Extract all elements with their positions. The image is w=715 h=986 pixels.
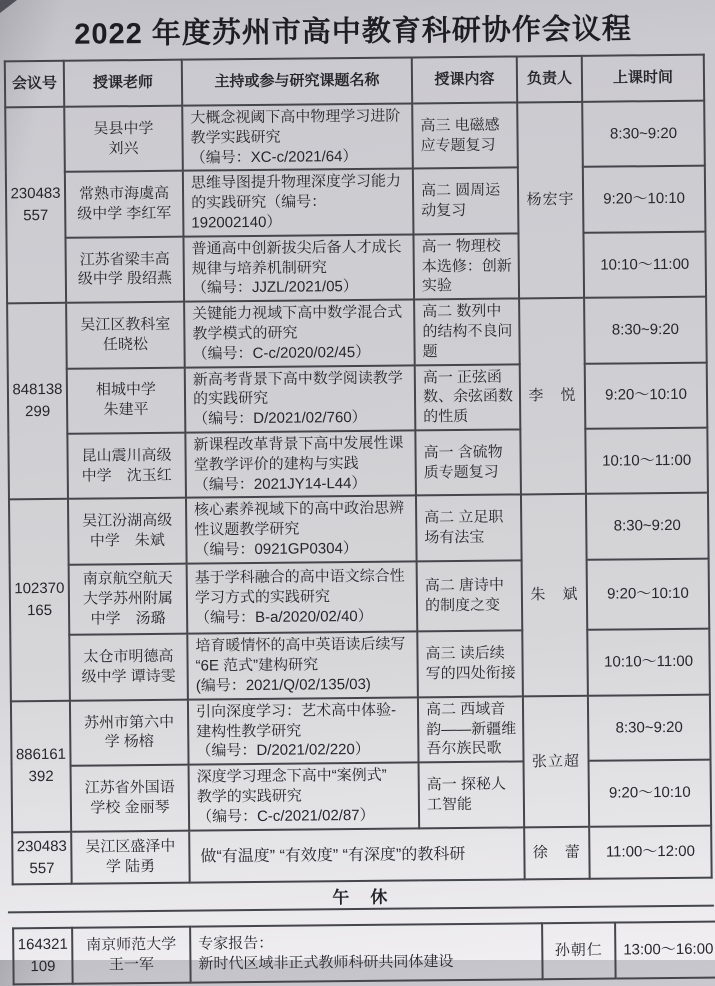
expert-report-table [12,921,715,986]
table-row [8,362,708,434]
meeting-id-cell: 164321 109 [13,928,73,985]
content-cell: 高一 探秘人工智能 [419,762,525,829]
topic-cell: 关键能力视域下高中数学混合式 教学模式的研究 （编号：C-c/2020/02/45） [184,300,415,368]
topic-cell: 引向深度学习：艺术高中体验- 建构性教学研究 （编号：D/2021/02/220） [188,697,419,765]
teacher-cell: 苏州市第六中 学 杨榕 [70,699,189,766]
topic-cell: 做“有温度” “有效度” “有深度”的教科研 [189,828,524,883]
topic-cell: 专家报告： 新时代区域非正式教师科研共同体建设 [190,923,543,982]
content-cell: 高一 含硫物质专题复习 [415,429,521,495]
teacher-cell: 吴江区教科室 任晓松 [66,302,185,369]
meeting-id-cell: 848138 299 [7,303,68,500]
teacher-cell: 常熟市海虞高 级中学 李红军 [65,171,184,238]
content-cell: 高二 圆周运动复习 [413,168,519,234]
content-cell: 高三 读后续写的四处衔接 [417,630,523,697]
leader-cell: 徐 蕾 [524,827,589,880]
table-row [6,231,706,303]
teacher-cell: 吴江区盛泽中 学 陆勇 [71,831,189,884]
content-cell: 高三 电磁感应专题复习 [412,102,518,168]
content-cell: 高一 正弦函数、余弦函数的性质 [415,364,521,430]
topic-cell: 培育暖情怀的高中英语读后续写 “6E 范式”建构研究 (编号：2021/Q/02/135/03) [187,631,418,699]
time-cell: 9:20～10:10 [587,558,710,629]
teacher-cell: 吴县中学 刘兴 [64,106,183,173]
teacher-cell: 吴江汾湖高级 中学 朱斌 [68,498,187,565]
content-cell: 高二 西域音韵——新疆维吾尔族民歌 [418,696,524,762]
teacher-cell: 南京师范大学 王一军 [72,927,191,984]
topic-cell: 思维导图提升物理深度学习能力 的实践研究（编号：192002140） [183,169,414,237]
table-row [5,101,705,173]
table-row [11,694,711,766]
time-cell: 9:20～10:10 [583,166,706,233]
header-leader: 负责人 [517,56,582,103]
leader-cell: 张立超 [523,696,589,828]
header-topic: 主持或参与研究课题名称 [182,57,412,105]
topic-cell: 大概念视阈下高中物理学习进阶 教学实践研究 （编号：XC-c/2021/64） [182,103,413,171]
time-cell: 10:10～11:00 [583,231,706,298]
leader-cell: 朱 斌 [521,494,588,696]
time-cell: 8:30~9:20 [584,297,707,364]
time-cell: 11:00～12:00 [589,826,711,879]
meeting-id-cell: 102370 165 [9,499,70,701]
header-meeting-id: 会议号 [5,61,64,108]
table-row [10,628,710,701]
table-row [12,826,711,885]
leader-cell: 杨宏宇 [517,102,584,299]
topic-cell: 基于学科融合的高中语文综合性 学习方式的实践研究 （编号：B-a/2020/02/40） [187,561,418,633]
teacher-cell: 昆山震川高级 中学 沈玉红 [67,433,186,500]
teacher-cell: 江苏省外国语 学校 金丽琴 [71,765,190,832]
meeting-id-cell: 230483 557 [5,107,66,304]
time-cell: 8:30~9:20 [582,101,705,168]
topic-cell: 核心素养视域下的高中政治思辨 性议题教学研究 （编号：0921GP0304） [186,496,417,564]
topic-cell: 新课程改革背景下高中发展性课 堂教学评价的建构与实践 （编号：2021JY14-L44） [185,430,416,498]
header-teacher: 授课老师 [64,60,182,107]
header-content: 授课内容 [412,56,517,103]
teacher-cell: 江苏省梁丰高 级中学 殷绍燕 [65,236,184,303]
content-cell: 高一 物理校本选修：创新实验 [413,233,519,299]
table-row [13,922,715,985]
topic-cell: 深度学习理念下高中“案例式” 教学的实践研究 （编号：C-c/2021/02/87） [189,763,420,831]
content-cell: 高二 唐诗中的制度之变 [417,560,523,631]
time-cell: 10:10～11:00 [587,628,710,695]
time-cell: 13:00～16:00 [615,922,715,979]
time-cell: 9:20～10:10 [585,362,708,429]
header-row [5,55,704,108]
table-row [7,297,707,369]
topic-cell: 新高考背景下高中数学阅读教学 的实践研究 （编号：D/2021/02/760） [185,365,416,433]
table-row [9,493,709,565]
content-cell: 高二 立足职场有法宝 [416,495,522,561]
page-title: 2022 年度苏州市高中教育科研协作会议程 [74,13,632,51]
table-row [10,558,710,635]
time-cell: 8:30~9:20 [588,694,711,761]
teacher-cell: 太仓市明德高 级中学 谭诗雯 [69,633,188,700]
meeting-id-cell: 886161 392 [11,701,71,833]
header-time: 上课时间 [582,55,704,102]
table-row [8,428,708,500]
leader-cell: 李 悦 [519,298,586,495]
teacher-cell: 南京航空航天 大学苏州附属 中学 汤璐 [69,563,188,634]
table-row [12,760,712,833]
schedule-table [4,54,713,886]
time-cell: 8:30~9:20 [586,493,709,560]
leader-cell: 孙朝仁 [542,923,616,980]
time-cell: 9:20～10:10 [589,760,712,827]
teacher-cell: 相城中学 朱建平 [67,367,186,434]
time-cell: 10:10～11:00 [585,428,708,495]
meeting-id-cell: 230483 557 [12,832,71,885]
lunch-break-band: 午 休 [8,879,714,914]
table-row [6,166,706,238]
content-cell: 高二 数列中的结构不良问题 [414,299,520,365]
topic-cell: 普通高中创新拔尖后备人才成长 规律与培养机制研究 （编号：JJZL/2021/05） [183,234,414,302]
